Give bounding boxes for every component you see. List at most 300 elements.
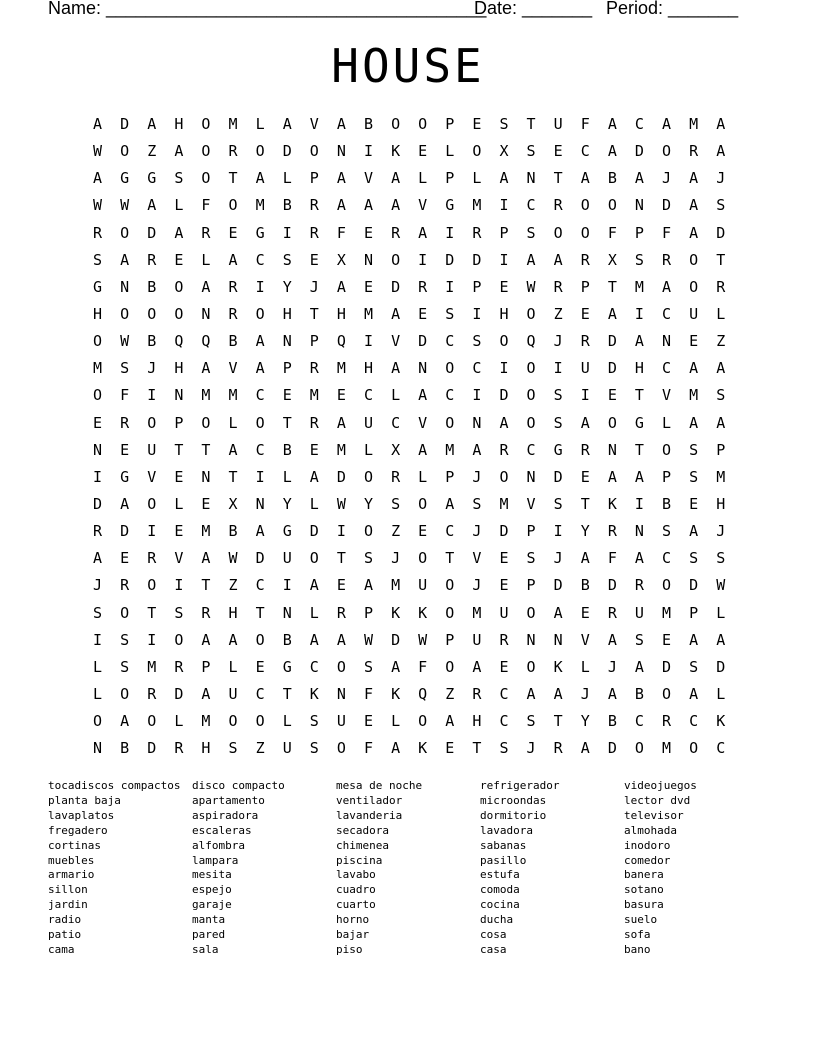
grid-letter[interactable]: P <box>634 223 644 242</box>
grid-letter[interactable]: U <box>689 304 699 323</box>
grid-letter[interactable]: L <box>201 250 211 269</box>
grid-letter[interactable]: Y <box>580 712 590 731</box>
grid-letter[interactable]: A <box>309 630 319 649</box>
grid-letter[interactable]: U <box>363 413 373 432</box>
grid-letter[interactable]: U <box>418 576 428 595</box>
grid-letter[interactable]: N <box>634 196 644 215</box>
grid-letter[interactable]: W <box>526 277 536 296</box>
grid-letter[interactable]: O <box>201 169 211 188</box>
grid-letter[interactable]: A <box>689 413 699 432</box>
grid-letter[interactable]: V <box>228 359 238 378</box>
grid-letter[interactable]: J <box>580 684 590 703</box>
grid-letter[interactable]: E <box>499 576 509 595</box>
grid-letter[interactable]: A <box>201 549 211 568</box>
grid-letter[interactable]: A <box>634 657 644 676</box>
grid-letter[interactable]: A <box>174 223 184 242</box>
grid-letter[interactable]: Y <box>580 522 590 541</box>
grid-letter[interactable]: S <box>716 386 726 405</box>
grid-letter[interactable]: A <box>255 522 265 541</box>
grid-letter[interactable]: V <box>418 196 428 215</box>
grid-letter[interactable]: M <box>228 115 238 133</box>
grid-letter[interactable]: C <box>472 359 482 378</box>
grid-letter[interactable]: R <box>472 223 482 242</box>
grid-letter[interactable]: Z <box>553 304 563 323</box>
grid-letter[interactable]: C <box>309 657 319 676</box>
grid-letter[interactable]: O <box>662 440 672 459</box>
grid-letter[interactable]: Q <box>526 332 536 351</box>
grid-letter[interactable]: M <box>255 196 265 215</box>
grid-letter[interactable]: R <box>309 413 319 432</box>
grid-letter[interactable]: P <box>309 332 319 351</box>
grid-letter[interactable]: L <box>174 712 184 731</box>
grid-letter[interactable]: A <box>689 630 699 649</box>
grid-letter[interactable]: C <box>716 739 726 758</box>
grid-letter[interactable]: O <box>336 739 346 758</box>
grid-letter[interactable]: L <box>716 304 726 323</box>
grid-letter[interactable]: D <box>716 223 726 242</box>
grid-letter[interactable]: G <box>93 277 103 296</box>
grid-letter[interactable]: M <box>716 467 726 486</box>
grid-letter[interactable]: E <box>228 223 238 242</box>
grid-letter[interactable]: M <box>228 386 238 405</box>
grid-letter[interactable]: A <box>336 169 346 188</box>
grid-letter[interactable]: R <box>553 277 563 296</box>
grid-letter[interactable]: O <box>120 603 130 622</box>
grid-letter[interactable]: E <box>418 304 428 323</box>
grid-letter[interactable]: U <box>147 440 157 459</box>
grid-letter[interactable]: O <box>336 657 346 676</box>
grid-letter[interactable]: A <box>607 684 617 703</box>
grid-letter[interactable]: T <box>336 549 346 568</box>
grid-letter[interactable]: S <box>526 223 536 242</box>
grid-letter[interactable]: T <box>147 603 157 622</box>
grid-letter[interactable]: A <box>716 115 726 133</box>
grid-letter[interactable]: I <box>147 386 157 405</box>
grid-letter[interactable]: A <box>147 115 157 133</box>
grid-letter[interactable]: D <box>445 250 455 269</box>
grid-letter[interactable]: O <box>499 467 509 486</box>
grid-letter[interactable]: A <box>716 413 726 432</box>
grid-letter[interactable]: A <box>255 359 265 378</box>
grid-letter[interactable]: E <box>282 386 292 405</box>
grid-letter[interactable]: D <box>607 576 617 595</box>
grid-letter[interactable]: A <box>336 196 346 215</box>
grid-letter[interactable]: O <box>445 413 455 432</box>
grid-letter[interactable]: A <box>255 169 265 188</box>
grid-letter[interactable]: V <box>391 332 401 351</box>
grid-letter[interactable]: I <box>553 522 563 541</box>
grid-letter[interactable]: M <box>336 440 346 459</box>
grid-letter[interactable]: O <box>607 413 617 432</box>
grid-letter[interactable]: S <box>174 169 184 188</box>
grid-letter[interactable]: R <box>580 250 590 269</box>
grid-letter[interactable]: O <box>174 304 184 323</box>
grid-letter[interactable]: M <box>472 603 482 622</box>
grid-letter[interactable]: A <box>580 549 590 568</box>
grid-letter[interactable]: M <box>363 304 373 323</box>
grid-letter[interactable]: I <box>553 359 563 378</box>
grid-letter[interactable]: S <box>634 630 644 649</box>
grid-letter[interactable]: O <box>689 739 699 758</box>
grid-letter[interactable]: A <box>580 739 590 758</box>
grid-letter[interactable]: L <box>309 494 319 513</box>
grid-letter[interactable]: B <box>228 522 238 541</box>
grid-letter[interactable]: P <box>662 467 672 486</box>
grid-letter[interactable]: J <box>662 169 672 188</box>
grid-letter[interactable]: A <box>553 250 563 269</box>
grid-letter[interactable]: S <box>472 332 482 351</box>
grid-letter[interactable]: S <box>553 494 563 513</box>
grid-letter[interactable]: P <box>526 522 536 541</box>
grid-letter[interactable]: T <box>553 712 563 731</box>
grid-letter[interactable]: O <box>93 332 103 351</box>
grid-letter[interactable]: D <box>120 115 130 133</box>
grid-letter[interactable]: I <box>363 332 373 351</box>
grid-letter[interactable]: N <box>93 739 103 758</box>
grid-letter[interactable]: O <box>526 603 536 622</box>
grid-letter[interactable]: Y <box>282 277 292 296</box>
grid-letter[interactable]: I <box>418 250 428 269</box>
grid-letter[interactable]: N <box>255 494 265 513</box>
grid-letter[interactable]: D <box>499 386 509 405</box>
grid-letter[interactable]: N <box>336 142 346 161</box>
grid-letter[interactable]: S <box>309 739 319 758</box>
grid-letter[interactable]: G <box>634 413 644 432</box>
grid-letter[interactable]: E <box>499 549 509 568</box>
grid-letter[interactable]: S <box>689 467 699 486</box>
grid-letter[interactable]: L <box>282 467 292 486</box>
grid-letter[interactable]: C <box>662 549 672 568</box>
grid-letter[interactable]: A <box>228 630 238 649</box>
grid-letter[interactable]: A <box>607 467 617 486</box>
grid-letter[interactable]: C <box>445 332 455 351</box>
grid-letter[interactable]: M <box>147 657 157 676</box>
grid-letter[interactable]: T <box>201 576 211 595</box>
grid-letter[interactable]: E <box>174 467 184 486</box>
grid-letter[interactable]: N <box>418 359 428 378</box>
grid-letter[interactable]: G <box>120 467 130 486</box>
grid-letter[interactable]: T <box>201 440 211 459</box>
grid-letter[interactable]: N <box>363 250 373 269</box>
grid-letter[interactable]: O <box>363 467 373 486</box>
grid-letter[interactable]: O <box>418 712 428 731</box>
grid-letter[interactable]: T <box>553 169 563 188</box>
grid-letter[interactable]: S <box>120 657 130 676</box>
grid-letter[interactable]: B <box>228 332 238 351</box>
grid-letter[interactable]: I <box>93 467 103 486</box>
grid-letter[interactable]: O <box>201 413 211 432</box>
grid-letter[interactable]: S <box>363 657 373 676</box>
grid-letter[interactable]: A <box>445 494 455 513</box>
grid-letter[interactable]: E <box>93 413 103 432</box>
grid-letter[interactable]: D <box>336 467 346 486</box>
grid-letter[interactable]: E <box>418 142 428 161</box>
grid-letter[interactable]: E <box>445 739 455 758</box>
grid-letter[interactable]: F <box>662 223 672 242</box>
grid-letter[interactable]: R <box>120 576 130 595</box>
grid-letter[interactable]: M <box>634 277 644 296</box>
grid-letter[interactable]: L <box>716 684 726 703</box>
grid-letter[interactable]: O <box>526 657 536 676</box>
grid-letter[interactable]: O <box>228 712 238 731</box>
grid-letter[interactable]: C <box>689 712 699 731</box>
grid-letter[interactable]: I <box>499 250 509 269</box>
grid-letter[interactable]: L <box>418 467 428 486</box>
grid-letter[interactable]: L <box>662 413 672 432</box>
grid-letter[interactable]: A <box>689 196 699 215</box>
grid-letter[interactable]: L <box>228 413 238 432</box>
grid-letter[interactable]: G <box>282 657 292 676</box>
grid-letter[interactable]: A <box>147 196 157 215</box>
grid-letter[interactable]: A <box>228 440 238 459</box>
grid-letter[interactable]: H <box>201 739 211 758</box>
grid-letter[interactable]: C <box>255 250 265 269</box>
grid-letter[interactable]: D <box>499 522 509 541</box>
grid-letter[interactable]: T <box>255 603 265 622</box>
grid-letter[interactable]: O <box>255 304 265 323</box>
grid-letter[interactable]: A <box>580 169 590 188</box>
grid-letter[interactable]: N <box>472 413 482 432</box>
grid-letter[interactable]: N <box>120 277 130 296</box>
grid-letter[interactable]: H <box>174 359 184 378</box>
grid-letter[interactable]: W <box>120 196 130 215</box>
grid-letter[interactable]: A <box>716 630 726 649</box>
grid-letter[interactable]: S <box>228 739 238 758</box>
grid-letter[interactable]: R <box>689 142 699 161</box>
grid-letter[interactable]: L <box>93 684 103 703</box>
grid-letter[interactable]: I <box>255 277 265 296</box>
grid-letter[interactable]: B <box>282 196 292 215</box>
grid-letter[interactable]: G <box>255 223 265 242</box>
grid-letter[interactable]: A <box>553 603 563 622</box>
grid-letter[interactable]: A <box>336 630 346 649</box>
grid-letter[interactable]: I <box>147 522 157 541</box>
grid-letter[interactable]: M <box>689 386 699 405</box>
grid-letter[interactable]: A <box>282 115 292 133</box>
grid-letter[interactable]: S <box>716 549 726 568</box>
grid-letter[interactable]: J <box>472 467 482 486</box>
grid-letter[interactable]: R <box>391 223 401 242</box>
grid-letter[interactable]: O <box>499 332 509 351</box>
grid-letter[interactable]: R <box>662 250 672 269</box>
grid-letter[interactable]: P <box>201 657 211 676</box>
grid-letter[interactable]: V <box>580 630 590 649</box>
grid-letter[interactable]: S <box>526 712 536 731</box>
grid-letter[interactable]: O <box>255 413 265 432</box>
grid-letter[interactable]: V <box>526 494 536 513</box>
grid-letter[interactable]: J <box>553 332 563 351</box>
grid-letter[interactable]: R <box>309 359 319 378</box>
grid-letter[interactable]: J <box>93 576 103 595</box>
grid-letter[interactable]: R <box>716 277 726 296</box>
grid-letter[interactable]: E <box>336 386 346 405</box>
grid-letter[interactable]: T <box>282 413 292 432</box>
grid-letter[interactable]: O <box>418 115 428 133</box>
grid-letter[interactable]: D <box>689 576 699 595</box>
grid-letter[interactable]: J <box>607 657 617 676</box>
grid-letter[interactable]: H <box>472 712 482 731</box>
grid-letter[interactable]: T <box>472 739 482 758</box>
grid-letter[interactable]: P <box>580 277 590 296</box>
grid-letter[interactable]: P <box>716 440 726 459</box>
grid-letter[interactable]: R <box>607 603 617 622</box>
grid-letter[interactable]: D <box>391 277 401 296</box>
grid-letter[interactable]: B <box>147 332 157 351</box>
grid-letter[interactable]: P <box>363 603 373 622</box>
grid-letter[interactable]: R <box>553 196 563 215</box>
grid-letter[interactable]: T <box>634 386 644 405</box>
grid-letter[interactable]: E <box>607 386 617 405</box>
grid-letter[interactable]: P <box>445 467 455 486</box>
grid-letter[interactable]: D <box>309 522 319 541</box>
grid-letter[interactable]: M <box>201 712 211 731</box>
grid-letter[interactable]: K <box>309 684 319 703</box>
grid-letter[interactable]: M <box>309 386 319 405</box>
grid-letter[interactable]: M <box>662 739 672 758</box>
grid-letter[interactable]: C <box>255 576 265 595</box>
grid-letter[interactable]: O <box>255 142 265 161</box>
grid-letter[interactable]: D <box>391 630 401 649</box>
grid-letter[interactable]: Q <box>418 684 428 703</box>
grid-letter[interactable]: Q <box>201 332 211 351</box>
grid-letter[interactable]: S <box>689 549 699 568</box>
grid-letter[interactable]: O <box>255 712 265 731</box>
grid-letter[interactable]: P <box>445 630 455 649</box>
grid-letter[interactable]: A <box>526 684 536 703</box>
grid-letter[interactable]: R <box>201 603 211 622</box>
grid-letter[interactable]: D <box>607 332 617 351</box>
grid-letter[interactable]: D <box>472 250 482 269</box>
grid-letter[interactable]: R <box>580 440 590 459</box>
grid-letter[interactable]: A <box>201 359 211 378</box>
grid-letter[interactable]: L <box>580 657 590 676</box>
grid-letter[interactable]: S <box>634 250 644 269</box>
grid-letter[interactable]: H <box>174 115 184 133</box>
grid-letter[interactable]: J <box>472 522 482 541</box>
grid-letter[interactable]: S <box>689 440 699 459</box>
grid-letter[interactable]: O <box>363 522 373 541</box>
grid-letter[interactable]: L <box>282 712 292 731</box>
grid-letter[interactable]: I <box>445 277 455 296</box>
grid-letter[interactable]: A <box>445 712 455 731</box>
grid-letter[interactable]: I <box>499 196 509 215</box>
grid-letter[interactable]: W <box>93 196 103 215</box>
grid-letter[interactable]: E <box>363 223 373 242</box>
grid-letter[interactable]: D <box>662 196 672 215</box>
grid-letter[interactable]: S <box>282 250 292 269</box>
grid-letter[interactable]: A <box>526 250 536 269</box>
grid-letter[interactable]: B <box>147 277 157 296</box>
grid-letter[interactable]: A <box>363 576 373 595</box>
grid-letter[interactable]: A <box>93 115 103 133</box>
grid-letter[interactable]: C <box>391 413 401 432</box>
grid-letter[interactable]: E <box>499 657 509 676</box>
grid-letter[interactable]: H <box>93 304 103 323</box>
grid-letter[interactable]: Z <box>147 142 157 161</box>
grid-letter[interactable]: P <box>472 277 482 296</box>
grid-letter[interactable]: C <box>526 440 536 459</box>
grid-letter[interactable]: N <box>282 332 292 351</box>
grid-letter[interactable]: E <box>689 494 699 513</box>
grid-letter[interactable]: A <box>716 142 726 161</box>
grid-letter[interactable]: O <box>553 223 563 242</box>
grid-letter[interactable]: L <box>363 440 373 459</box>
grid-letter[interactable]: C <box>445 386 455 405</box>
grid-letter[interactable]: A <box>499 169 509 188</box>
grid-letter[interactable]: D <box>634 142 644 161</box>
grid-letter[interactable]: T <box>580 494 590 513</box>
grid-letter[interactable]: C <box>499 712 509 731</box>
grid-letter[interactable]: O <box>526 304 536 323</box>
grid-letter[interactable]: R <box>472 684 482 703</box>
grid-letter[interactable]: F <box>607 223 617 242</box>
grid-letter[interactable]: U <box>580 359 590 378</box>
grid-letter[interactable]: C <box>445 522 455 541</box>
grid-letter[interactable]: N <box>662 332 672 351</box>
grid-letter[interactable]: P <box>499 223 509 242</box>
grid-letter[interactable]: N <box>526 630 536 649</box>
grid-letter[interactable]: H <box>282 304 292 323</box>
grid-letter[interactable]: D <box>147 223 157 242</box>
grid-letter[interactable]: A <box>689 223 699 242</box>
grid-letter[interactable]: U <box>336 712 346 731</box>
grid-letter[interactable]: D <box>553 576 563 595</box>
grid-letter[interactable]: A <box>634 332 644 351</box>
grid-letter[interactable]: W <box>418 630 428 649</box>
grid-letter[interactable]: I <box>147 630 157 649</box>
grid-letter[interactable]: E <box>120 440 130 459</box>
grid-letter[interactable]: A <box>607 304 617 323</box>
grid-letter[interactable]: O <box>147 413 157 432</box>
grid-letter[interactable]: X <box>336 250 346 269</box>
grid-letter[interactable]: G <box>120 169 130 188</box>
grid-letter[interactable]: A <box>336 413 346 432</box>
grid-letter[interactable]: A <box>689 522 699 541</box>
grid-letter[interactable]: N <box>526 169 536 188</box>
grid-letter[interactable]: O <box>309 549 319 568</box>
grid-letter[interactable]: X <box>228 494 238 513</box>
grid-letter[interactable]: O <box>607 196 617 215</box>
grid-letter[interactable]: B <box>607 169 617 188</box>
grid-letter[interactable]: O <box>689 277 699 296</box>
grid-letter[interactable]: T <box>174 440 184 459</box>
grid-letter[interactable]: W <box>716 576 726 595</box>
grid-letter[interactable]: D <box>716 657 726 676</box>
grid-letter[interactable]: Y <box>282 494 292 513</box>
grid-letter[interactable]: S <box>526 549 536 568</box>
grid-letter[interactable]: A <box>336 115 346 133</box>
grid-letter[interactable]: P <box>445 169 455 188</box>
grid-letter[interactable]: J <box>716 169 726 188</box>
grid-letter[interactable]: E <box>553 142 563 161</box>
grid-letter[interactable]: F <box>363 739 373 758</box>
grid-letter[interactable]: K <box>418 739 428 758</box>
grid-letter[interactable]: A <box>418 223 428 242</box>
grid-letter[interactable]: R <box>228 277 238 296</box>
grid-letter[interactable]: R <box>174 739 184 758</box>
grid-letter[interactable]: W <box>228 549 238 568</box>
grid-letter[interactable]: G <box>553 440 563 459</box>
grid-letter[interactable]: A <box>553 684 563 703</box>
grid-letter[interactable]: L <box>418 169 428 188</box>
grid-letter[interactable]: I <box>336 522 346 541</box>
grid-letter[interactable]: R <box>553 739 563 758</box>
grid-letter[interactable]: P <box>445 115 455 133</box>
grid-letter[interactable]: M <box>391 576 401 595</box>
grid-letter[interactable]: O <box>120 223 130 242</box>
grid-letter[interactable]: N <box>201 467 211 486</box>
grid-letter[interactable]: T <box>526 115 536 133</box>
